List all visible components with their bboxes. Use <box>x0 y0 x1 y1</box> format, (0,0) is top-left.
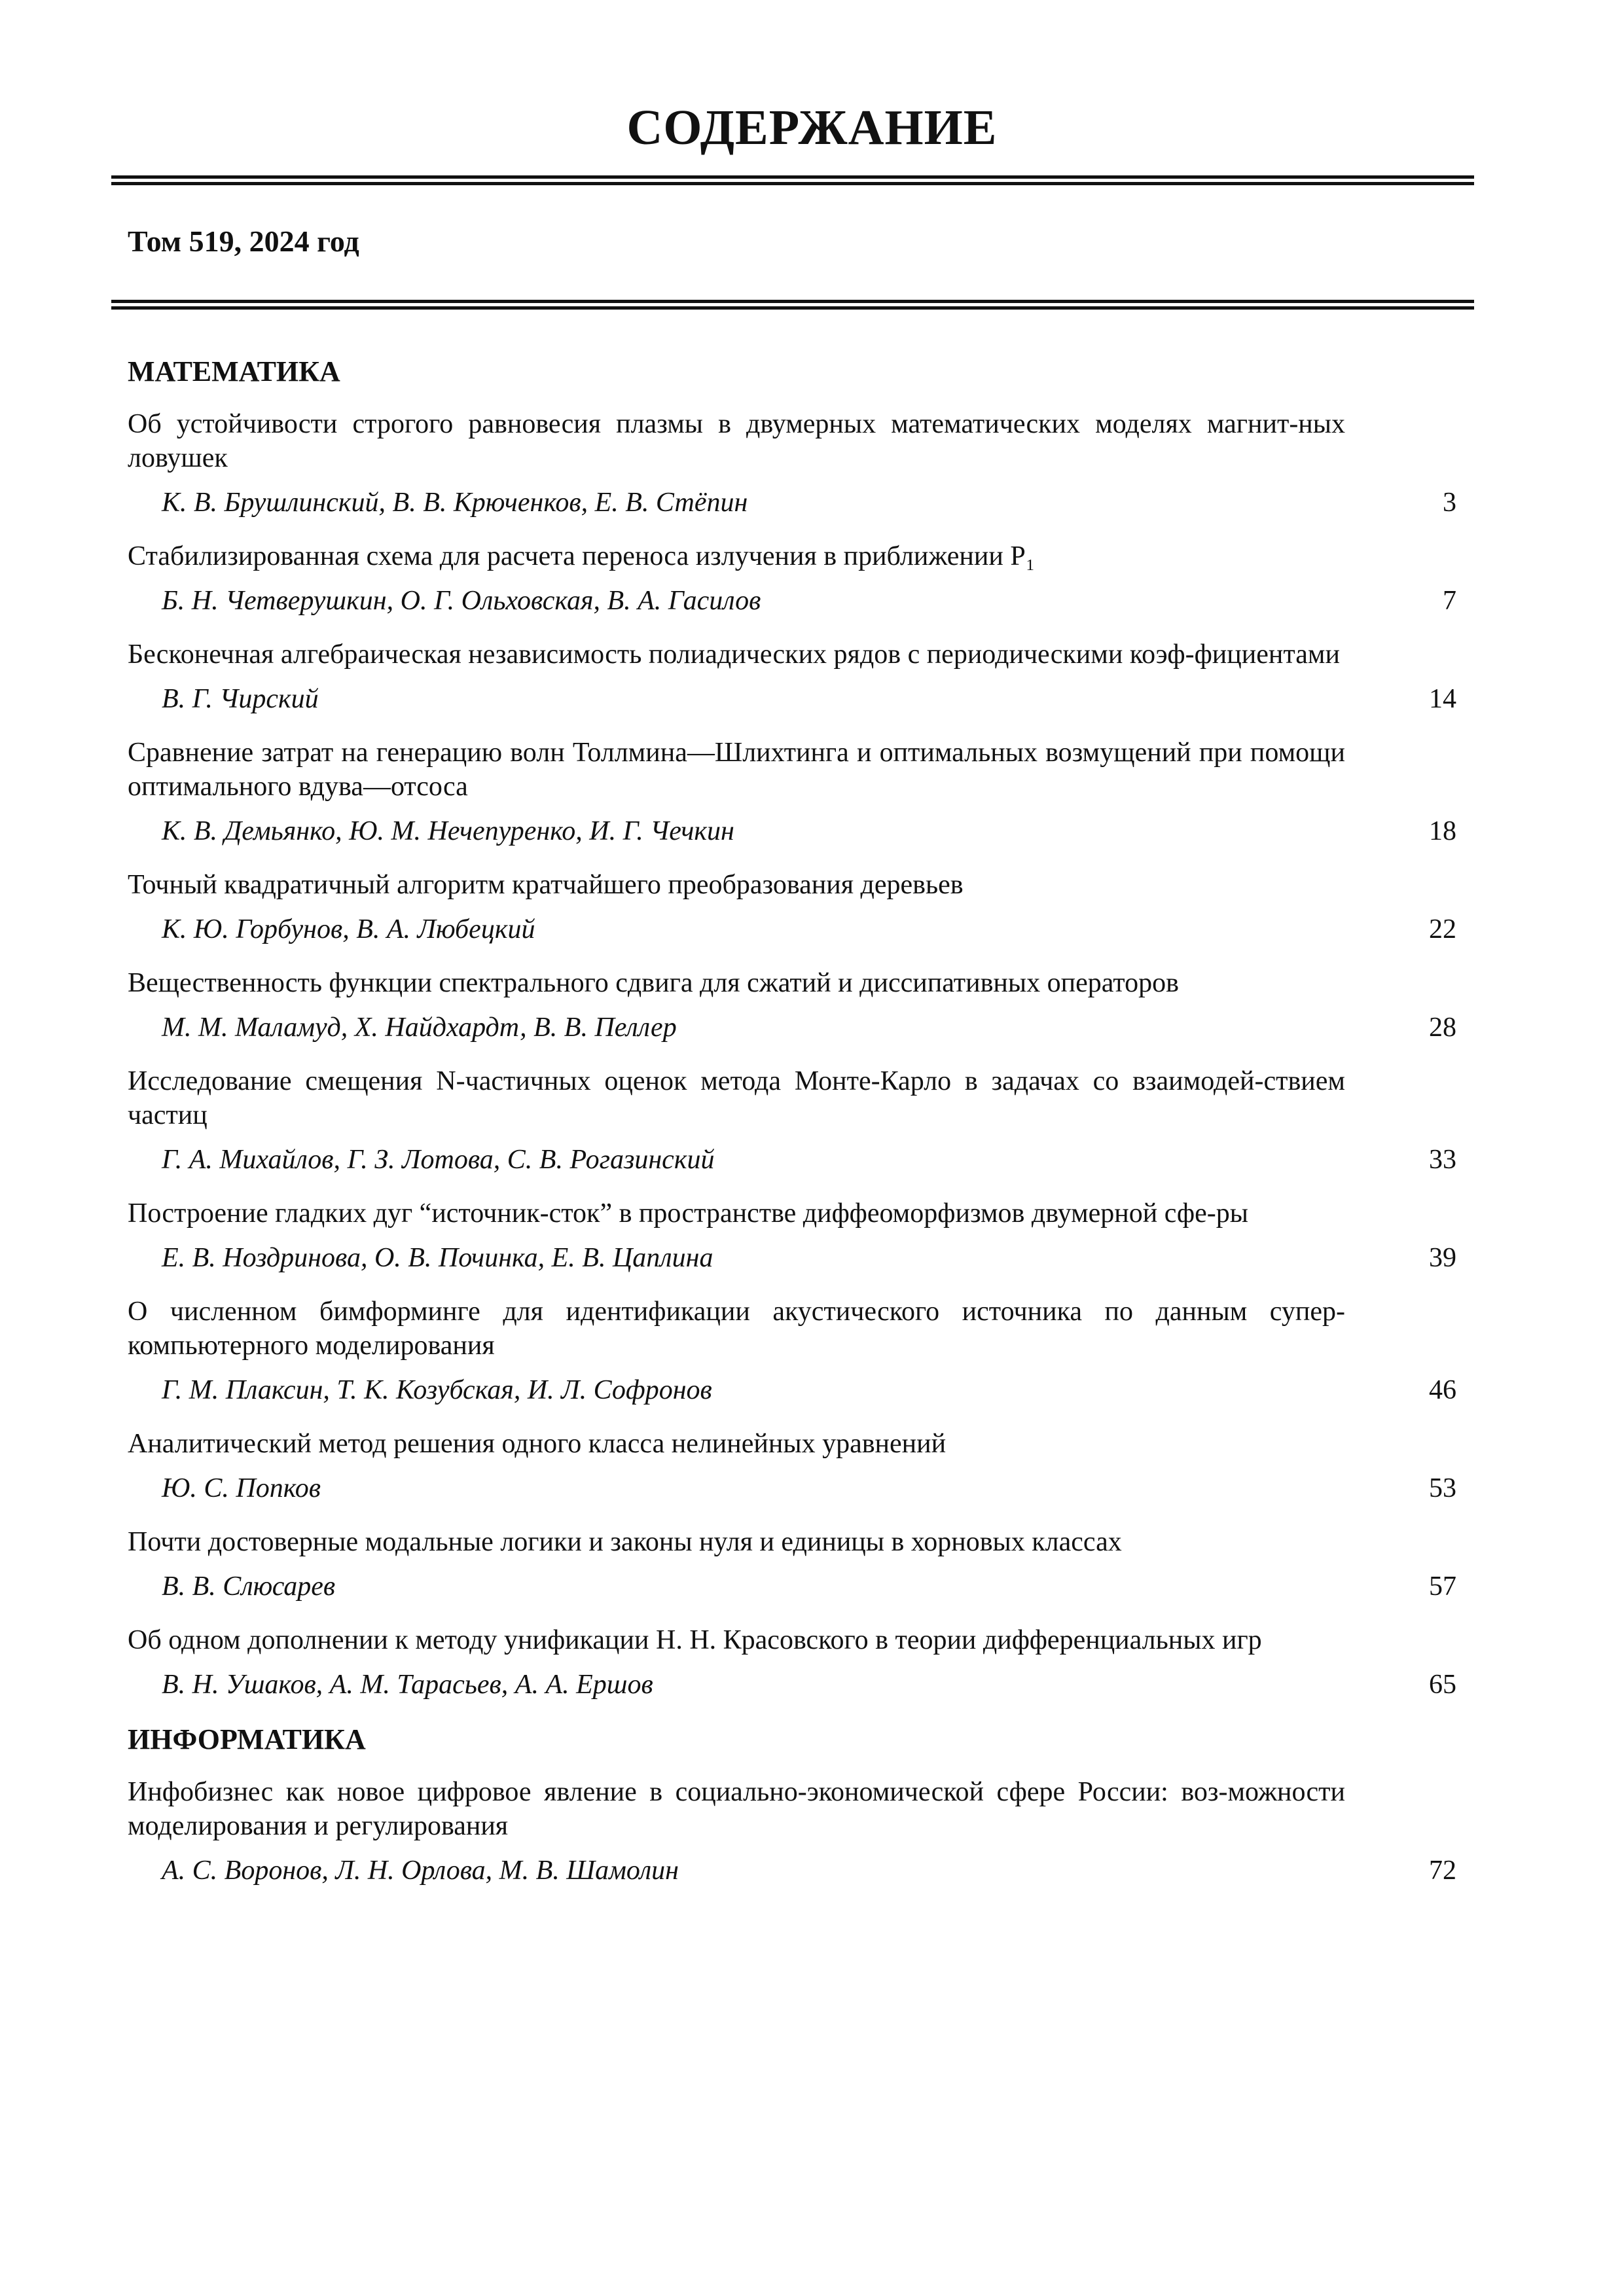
page-number: 72 <box>1429 1856 1456 1886</box>
double-rule-bottom <box>111 300 1474 310</box>
article-authors: К. В. Брушлинский, В. В. Крюченков, Е. В. Стёпин <box>162 488 748 518</box>
page-number: 18 <box>1429 816 1456 846</box>
page-number: 33 <box>1429 1145 1456 1175</box>
page-number: 46 <box>1429 1375 1456 1405</box>
article-title: Бесконечная алгебраическая независимость полиадических рядов с периодическими коэф-фициентами <box>128 639 1340 670</box>
article-title: Построение гладких дуг “источник-сток” в пространстве диффеоморфизмов двумерной сфе-ры <box>128 1198 1248 1229</box>
article-authors: Г. М. Плаксин, Т. К. Козубская, И. Л. Софронов <box>162 1375 712 1405</box>
article-title: Стабилизированная схема для расчета переноса излучения в приближении P₁ <box>128 541 1036 571</box>
article-title: Об одном дополнении к методу унификации Н. Н. Красовского в теории дифференциальных игр <box>128 1625 1262 1655</box>
toc-entry[interactable] <box>128 637 1456 717</box>
toc-entry[interactable] <box>128 736 1456 850</box>
toc-entry[interactable] <box>128 1775 1456 1889</box>
toc-entry[interactable] <box>128 1196 1456 1276</box>
article-title: Вещественность функции спектрального сдвига для сжатий и диссипативных операторов <box>128 968 1179 998</box>
page-number: 39 <box>1429 1243 1456 1273</box>
article-title: О численном бимформинге для идентификации акустического источника по данным супер-компьютерного моделирования <box>128 1297 1345 1361</box>
toc-entry[interactable] <box>128 868 1456 948</box>
page-number: 7 <box>1443 586 1456 616</box>
section-heading-informatics: ИНФОРМАТИКА <box>128 1723 366 1755</box>
article-title: Исследование смещения N-частичных оценок метода Монте-Карло в задачах со взаимодей-ствием частиц <box>128 1066 1345 1130</box>
toc-entry[interactable] <box>128 1064 1456 1178</box>
page-number: 57 <box>1429 1571 1456 1602</box>
article-title: Почти достоверные модальные логики и законы нуля и единицы в хорновых классах <box>128 1527 1122 1557</box>
article-authors: К. В. Демьянко, Ю. М. Нечепуренко, И. Г. Чечкин <box>162 816 734 846</box>
article-authors: Б. Н. Четверушкин, О. Г. Ольховская, В. А. Гасилов <box>162 586 761 616</box>
page-number: 28 <box>1429 1013 1456 1043</box>
double-rule-top <box>111 175 1474 185</box>
toc-entry[interactable] <box>128 1427 1456 1507</box>
page-number: 65 <box>1429 1670 1456 1700</box>
page-title: СОДЕРЖАНИЕ <box>626 100 998 155</box>
article-authors: К. Ю. Горбунов, В. А. Любецкий <box>162 914 535 944</box>
volume-label: Том 519, 2024 год <box>128 224 359 258</box>
toc-entry[interactable] <box>128 539 1456 619</box>
toc-entry[interactable] <box>128 407 1456 521</box>
article-authors: А. С. Воронов, Л. Н. Орлова, М. В. Шамолин <box>162 1856 679 1886</box>
page-number: 53 <box>1429 1473 1456 1503</box>
article-title: Об устойчивости строгого равновесия плазмы в двумерных математических моделях магнит-ных ловушек <box>128 409 1345 473</box>
article-authors: В. В. Слюсарев <box>162 1571 336 1602</box>
toc-entry[interactable] <box>128 1295 1456 1408</box>
toc-entry[interactable] <box>128 966 1456 1046</box>
article-title: Сравнение затрат на генерацию волн Толлмина—Шлихтинга и оптимальных возмущений при помощи оптимального вдува—отсоса <box>128 738 1345 802</box>
article-authors: В. Н. Ушаков, А. М. Тарасьев, А. А. Ершов <box>162 1670 653 1700</box>
section-heading-mathematics: МАТЕМАТИКА <box>128 355 340 387</box>
toc-entry[interactable] <box>128 1623 1456 1703</box>
article-authors: Е. В. Ноздринова, О. В. Починка, Е. В. Цаплина <box>162 1243 713 1273</box>
article-authors: М. М. Маламуд, Х. Найдхардт, В. В. Пеллер <box>162 1013 677 1043</box>
article-title: Точный квадратичный алгоритм кратчайшего преобразования деревьев <box>128 870 964 900</box>
article-authors: В. Г. Чирский <box>162 684 319 714</box>
page-number: 3 <box>1443 488 1456 518</box>
article-authors: Г. А. Михайлов, Г. З. Лотова, С. В. Рогазинский <box>162 1145 715 1175</box>
table-of-contents <box>128 353 1456 1907</box>
toc-entry[interactable] <box>128 1525 1456 1605</box>
article-title: Инфобизнес как новое цифровое явление в социально-экономической сфере России: воз-можности моделирования и регулирования <box>128 1777 1345 1841</box>
page-number: 22 <box>1429 914 1456 944</box>
article-title: Аналитический метод решения одного класса нелинейных уравнений <box>128 1429 947 1459</box>
page-number: 14 <box>1429 684 1456 714</box>
article-authors: Ю. С. Попков <box>162 1473 321 1503</box>
